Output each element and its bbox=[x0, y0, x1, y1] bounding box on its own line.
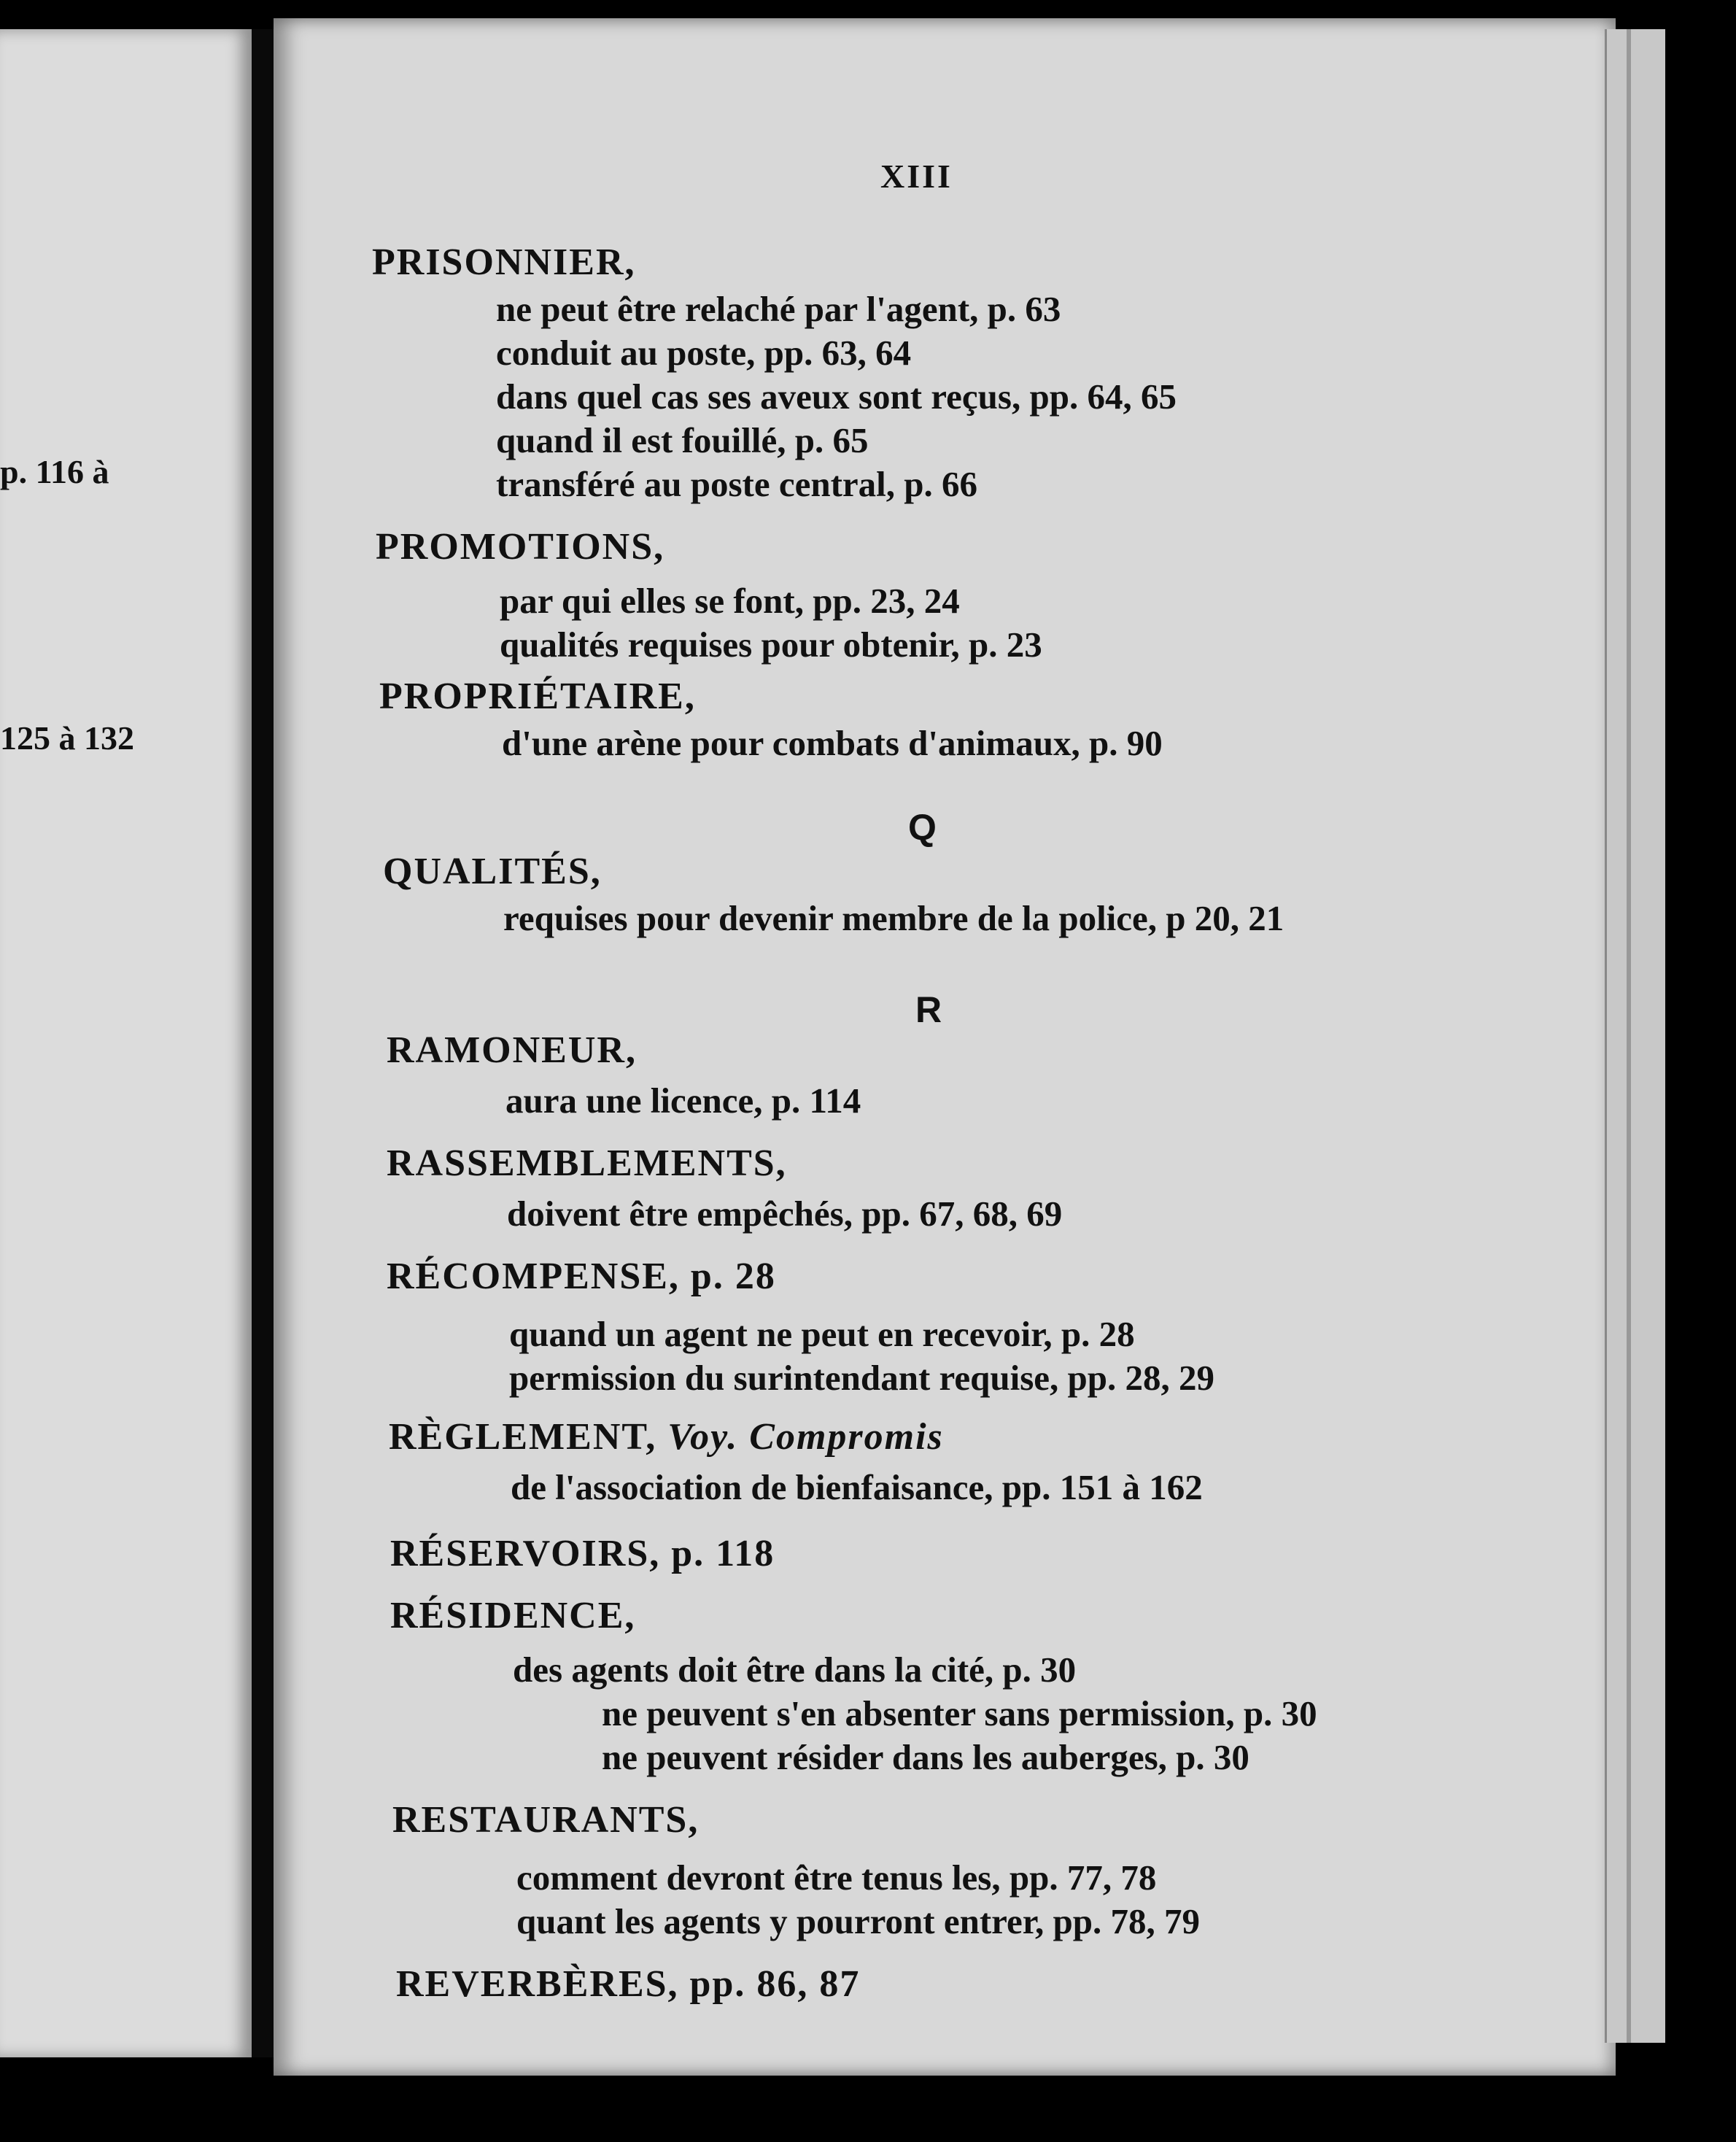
index-heading-text: RÈGLEMENT, bbox=[389, 1416, 657, 1458]
index-subentry: permission du surintendant requise, pp. 28, 29 bbox=[509, 1358, 1215, 1398]
book-spine bbox=[252, 29, 274, 2057]
index-subentry: transféré au poste central, p. 66 bbox=[496, 464, 978, 504]
index-subentry: conduit au poste, pp. 63, 64 bbox=[496, 333, 912, 373]
index-subentry: requises pour devenir membre de la police, p 20, 21 bbox=[503, 898, 1284, 938]
left-page-line: p. 116 à bbox=[0, 453, 109, 490]
index-subentry: doivent être empêchés, pp. 67, 68, 69 bbox=[507, 1194, 1063, 1234]
index-heading: QUALITÉS, bbox=[383, 851, 602, 892]
left-page-line: 125 à 132 bbox=[0, 719, 134, 757]
page-edge bbox=[1605, 29, 1665, 2043]
index-heading bbox=[389, 1415, 944, 1458]
index-subentry: ne peut être relaché par l'agent, p. 63 bbox=[496, 289, 1061, 329]
index-heading: RESTAURANTS, bbox=[392, 1799, 700, 1841]
index-heading: PROMOTIONS, bbox=[376, 526, 665, 568]
index-subentry: d'une arène pour combats d'animaux, p. 90 bbox=[502, 723, 1163, 763]
index-subentry: par qui elles se font, pp. 23, 24 bbox=[500, 581, 960, 621]
index-subentry: des agents doit être dans la cité, p. 30 bbox=[513, 1650, 1077, 1690]
index-heading: PROPRIÉTAIRE, bbox=[379, 676, 696, 717]
index-subentry: ne peuvent s'en absenter sans permission, p. 30 bbox=[602, 1693, 1317, 1733]
left-page bbox=[0, 29, 252, 2057]
section-letter: R bbox=[915, 989, 942, 1030]
page-number: XIII bbox=[880, 158, 953, 195]
index-subentry: de l'association de bienfaisance, pp. 151 à 162 bbox=[511, 1467, 1203, 1507]
index-subentry: dans quel cas ses aveux sont reçus, pp. 64, 65 bbox=[496, 376, 1177, 417]
index-subentry: qualités requises pour obtenir, p. 23 bbox=[500, 625, 1042, 665]
section-letter: Q bbox=[908, 807, 937, 848]
index-cross-reference: Voy. Compromis bbox=[667, 1416, 944, 1458]
index-subentry: quant les agents y pourront entrer, pp. 78, 79 bbox=[516, 1901, 1201, 1941]
index-heading: RAMONEUR, bbox=[387, 1029, 637, 1071]
index-heading: RÉSERVOIRS, p. 118 bbox=[390, 1533, 775, 1574]
index-subentry: quand il est fouillé, p. 65 bbox=[496, 420, 869, 460]
index-heading: RASSEMBLEMENTS, bbox=[387, 1142, 787, 1184]
index-heading: RÉCOMPENSE, p. 28 bbox=[387, 1256, 776, 1297]
right-page bbox=[274, 18, 1616, 2076]
index-heading: RÉSIDENCE, bbox=[390, 1595, 636, 1636]
index-heading: REVERBÈRES, pp. 86, 87 bbox=[396, 1963, 861, 2005]
index-subentry: comment devront être tenus les, pp. 77, 78 bbox=[516, 1857, 1157, 1898]
index-subentry: quand un agent ne peut en recevoir, p. 28 bbox=[509, 1314, 1135, 1354]
page-edge-line bbox=[1627, 29, 1631, 2043]
index-subentry: ne peuvent résider dans les auberges, p. 30 bbox=[602, 1737, 1249, 1777]
index-heading: PRISONNIER, bbox=[372, 241, 636, 283]
index-subentry: aura une licence, p. 114 bbox=[505, 1080, 861, 1121]
